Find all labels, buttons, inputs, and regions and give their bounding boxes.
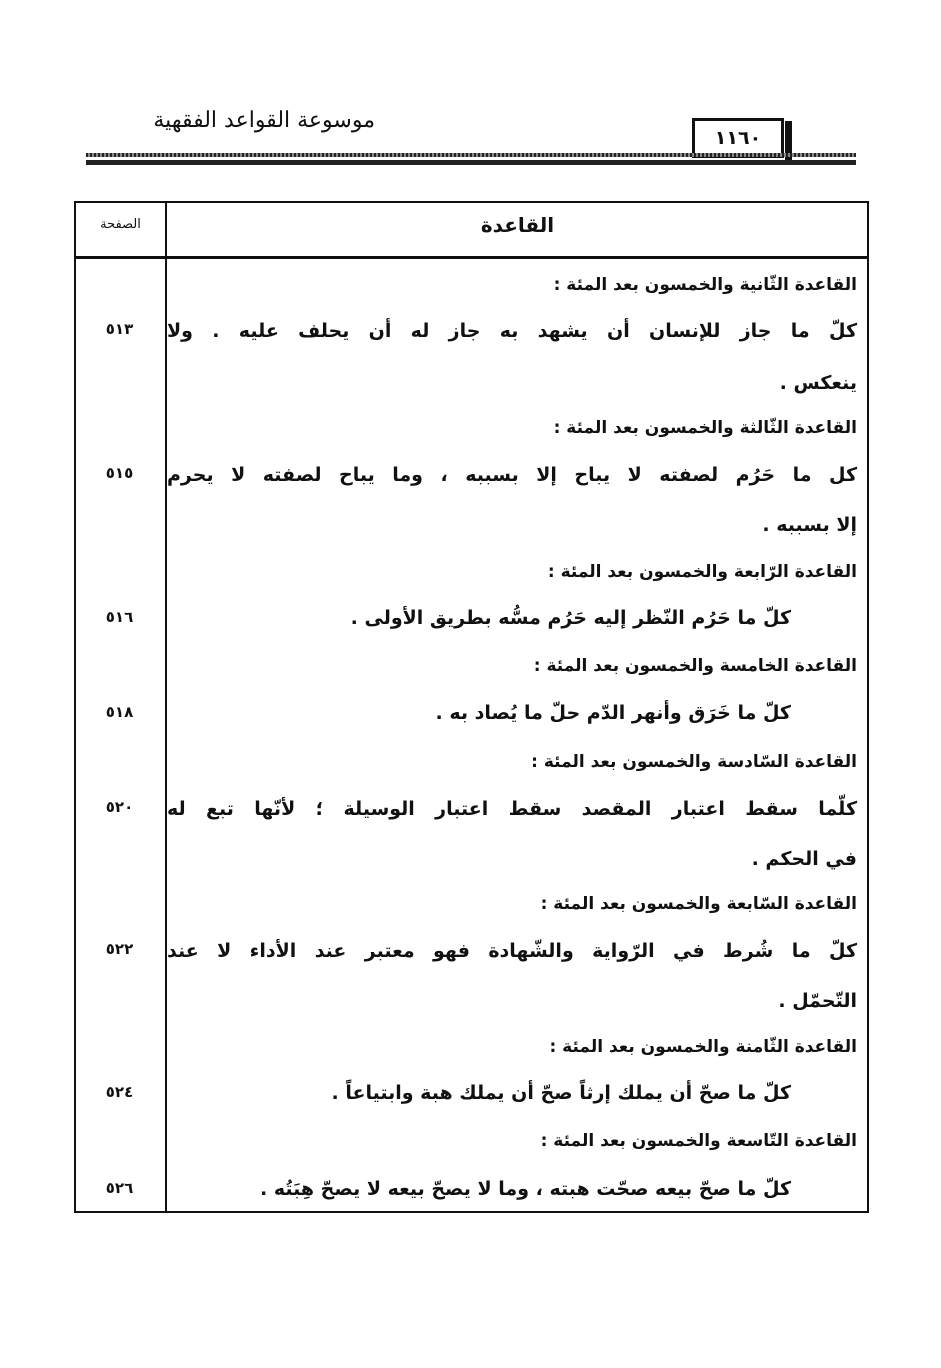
- page-ref: ٥٢٢: [105, 940, 134, 958]
- header-rule: [86, 153, 856, 157]
- page-ref: ٥١٦: [105, 608, 134, 626]
- rule-text: كل ما حَرُم لصفته لا يباح إلا بسببه ، وما يباح لصفته لا يحرم: [167, 464, 857, 486]
- page-number: ١١٦٠: [692, 118, 784, 158]
- rule-text: كلّ ما صحّ أن يملك إرثاً صحّ أن يملك هبة وابتياعاً .: [331, 1082, 791, 1104]
- rule-text: كلّ ما جاز للإنسان أن يشهد به جاز له أن يحلف عليه . ولا: [167, 320, 857, 342]
- page-ref: ٥٢٦: [105, 1179, 134, 1197]
- page-ref: ٥١٨: [105, 703, 134, 721]
- rule-text: ينعكس .: [779, 372, 857, 394]
- rule-title: القاعدة السّادسة والخمسون بعد المئة :: [531, 752, 857, 772]
- rule-text: كلّ ما خَرَق وأنهر الدّم حلّ ما يُصاد به .: [435, 702, 791, 724]
- book-title: موسوعة القواعد الفقهية: [153, 108, 375, 133]
- page-ref: ٥٢٠: [105, 798, 134, 816]
- column-header-page: الصفحة: [100, 217, 141, 232]
- rule-text: كلّ ما حَرُم النّظر إليه حَرُم مسُّه بطريق الأولى .: [350, 607, 791, 629]
- rule-title: القاعدة الثّانية والخمسون بعد المئة :: [553, 275, 857, 295]
- rule-title: القاعدة الثّامنة والخمسون بعد المئة :: [549, 1037, 857, 1057]
- rule-text: في الحكم .: [751, 848, 857, 870]
- page-ref: ٥١٣: [105, 320, 134, 338]
- rule-text: كلّما سقط اعتبار المقصد سقط اعتبار الوسيلة ؛ لأنّها تبع له: [167, 798, 857, 820]
- rule-title: القاعدة الرّابعة والخمسون بعد المئة :: [547, 562, 857, 582]
- page-ref: ٥٢٤: [105, 1083, 134, 1101]
- rule-title: القاعدة الثّالثة والخمسون بعد المئة :: [553, 418, 857, 438]
- rule-text: إلا بسببه .: [762, 514, 857, 536]
- rule-text: كلّ ما شُرط في الرّواية والشّهادة فهو معتبر عند الأداء لا عند: [167, 940, 857, 962]
- rule-title: القاعدة التّاسعة والخمسون بعد المئة :: [540, 1131, 857, 1151]
- rule-title: القاعدة السّابعة والخمسون بعد المئة :: [540, 894, 857, 914]
- page-ref: ٥١٥: [105, 464, 134, 482]
- header-divider: [76, 256, 867, 259]
- rule-title: القاعدة الخامسة والخمسون بعد المئة :: [533, 656, 857, 676]
- rule-text: كلّ ما صحّ بيعه صحّت هبته ، وما لا يصحّ بيعه لا يصحّ هِبَتُه .: [260, 1178, 791, 1200]
- rule-text: التّحمّل .: [778, 990, 857, 1012]
- column-header-rule: القاعدة: [480, 213, 555, 237]
- header-rule: [86, 160, 856, 165]
